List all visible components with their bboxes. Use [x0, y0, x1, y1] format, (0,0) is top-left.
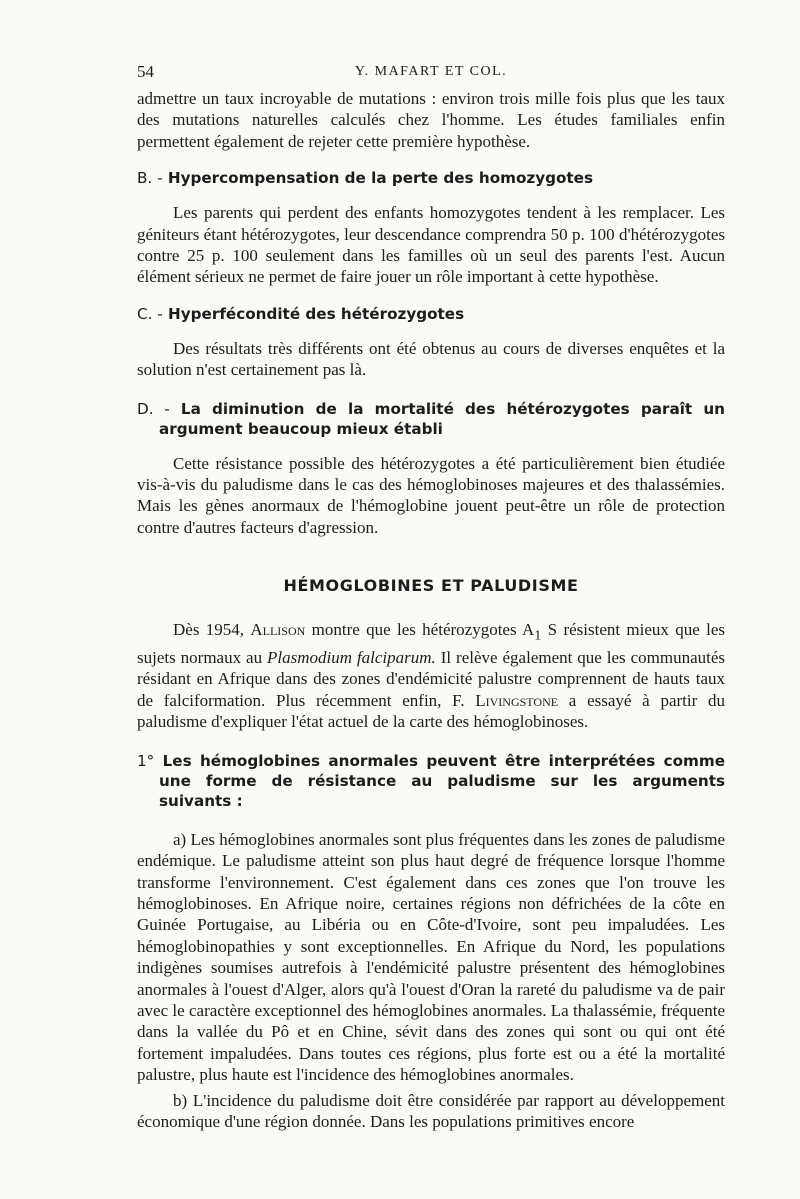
section-1-label: 1°	[137, 751, 155, 770]
section-heading-hemoglobines: HÉMOGLOBINES ET PALUDISME	[283, 576, 579, 596]
author-livingstone: Livingstone	[475, 690, 559, 710]
section-d-label: D. -	[137, 399, 170, 418]
running-header	[137, 62, 725, 88]
section-b-title: Hypercompensation de la perte des homozygotes	[167, 169, 594, 188]
page-content	[137, 62, 725, 1132]
paragraph-intro: admettre un taux incroyable de mutations : environ trois mille fois plus que les taux des mutations naturelles calculés chez l'homme. Les études familiales enfin permettent également de rejeter cette première hypothèse.	[137, 89, 725, 151]
section-c-paragraph: Des résultats très différents ont été obtenus au cours de diverses enquêtes et la solution n'est certainement pas là.	[137, 338, 725, 380]
section-b-label: B. -	[137, 169, 163, 188]
subscript-1: 1	[534, 627, 542, 644]
paragraph-a: a) Les hémoglobines anormales sont plus fréquentes dans les zones de paludisme endémique. Le paludisme atteint son plus haut degré de fréquence lorsque l'homme transforme l'environnement. C'est également dans ces zones que l'on trouve les hémoglobinoses. En Afrique noire, certaines régions non défrichées de la côte en Guinée Portugaise, au Libéria ou en Côte-d'Ivoire, sont peu impaludées. Les hémoglobinopathies y sont exceptionnelles. En Afrique du Nord, les populations indigènes soumises autrefois à l'endémicité palustre présentent des hémoglobines anormales à l'ouest d'Alger, alors qu'à l'ouest d'Oran la rareté du paludisme va de pair avec le caractère exceptionnel des hémoglobines anormales. La thalassémie, fréquente dans la vallée du Pô et en Chine, sévit dans des zones qui sont ou qui ont été fortement impaludées. Dans toutes ces régions, plus forte est ou a été la mortalité palustre, plus haute est l'incidence des hémoglobines anormales.	[137, 829, 725, 1085]
paragraph-allison	[137, 619, 725, 732]
section-1-heading	[137, 751, 725, 811]
section-c-label: C. -	[137, 304, 163, 323]
allison-text-4: Il relève également que les communautés résidant en Afrique dans des zones d'endémicité palustre comprennent de hauts taux de falciformation. Plus récemment enfin, F.	[137, 648, 726, 710]
allison-text-2: montre que les hétérozygotes A	[305, 620, 535, 640]
allison-text-1: Dès 1954,	[173, 620, 251, 640]
allison-text-5: a essayé à partir du paludisme d'expliquer l'état actuel de la carte des hémoglobinoses.	[137, 690, 726, 732]
author-allison: Allison	[250, 620, 306, 640]
section-b-paragraph: Les parents qui perdent des enfants homozygotes tendent à les remplacer. Les géniteurs étant hétérozygotes, leur descendance comprendra 50 p. 100 d'hétérozygotes contre 25 p. 100 seulement dans les familles où un seul des parents l'est. Aucun élément sérieux ne permet de faire jouer un rôle important à cette hypothèse.	[137, 203, 725, 287]
page-number: 54	[137, 62, 154, 81]
section-d-paragraph: Cette résistance possible des hétérozygotes a été particulièrement bien étudiée vis-à-vis du paludisme dans le cas des hémoglobinoses majeures et des thalassémies. Mais les gènes anormaux de l'hémoglobine jouent peut-être un rôle de protection contre d'autres facteurs d'agression.	[137, 453, 725, 537]
species-name: Plasmodium falciparum.	[267, 648, 436, 668]
section-d-heading	[137, 399, 725, 439]
running-title: Y. MAFART ET COL.	[354, 64, 508, 79]
section-d-title: La diminution de la mortalité des hétérozygotes paraît un argument beaucoup mieux établi	[159, 399, 725, 438]
section-1-title: Les hémoglobines anormales peuvent être interprétées comme une forme de résistance au paludisme sur les arguments suivants :	[159, 751, 725, 810]
section-c-title: Hyperfécondité des hétérozygotes	[168, 304, 465, 323]
allison-text-3: S résistent mieux que les sujets normaux au	[137, 620, 726, 668]
section-b-heading	[137, 168, 725, 188]
paragraph-b: b) L'incidence du paludisme doit être considérée par rapport au développement économique d'une région donnée. Dans les populations primitives encore	[137, 1090, 725, 1131]
section-c-heading	[137, 304, 725, 324]
